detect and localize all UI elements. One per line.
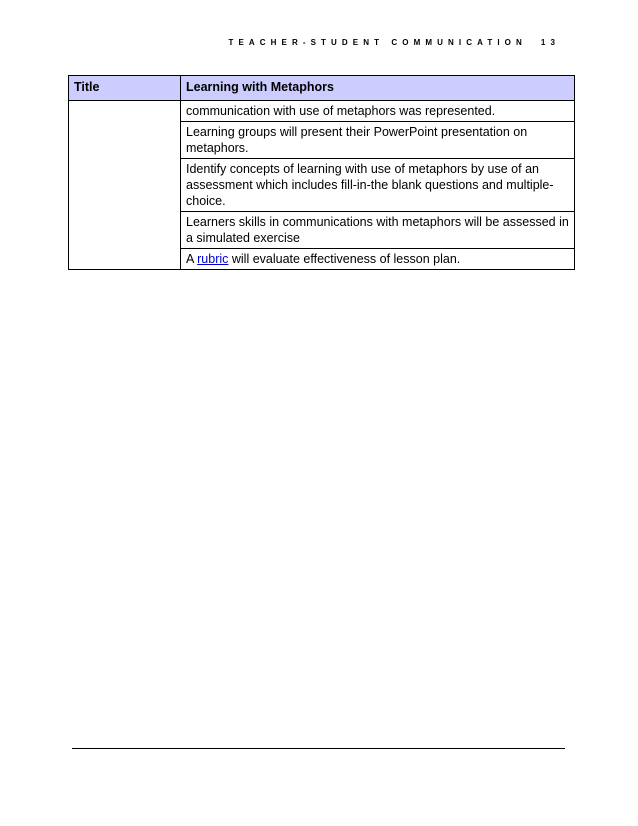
rubric-link[interactable]: rubric bbox=[197, 252, 229, 266]
running-head-title: TEACHER-STUDENT COMMUNICATION bbox=[228, 38, 527, 47]
table-cell: Learners skills in communications with metaphors will be assessed in a simulated exercise bbox=[181, 212, 575, 249]
table-cell: Identify concepts of learning with use of metaphors by use of an assessment which includes fill-in-the blank questions and multiple-choice. bbox=[181, 159, 575, 212]
rubric-prefix: A bbox=[186, 252, 198, 266]
running-head bbox=[228, 38, 560, 47]
table-cell: communication with use of metaphors was represented. bbox=[181, 101, 575, 122]
table-cell: Learning groups will present their PowerPoint presentation on metaphors. bbox=[181, 122, 575, 159]
rubric-cell bbox=[181, 249, 575, 270]
table-header-row bbox=[69, 76, 575, 101]
rubric-suffix: will evaluate effectiveness of lesson plan. bbox=[228, 252, 461, 266]
table-row bbox=[69, 101, 575, 122]
page-number: 13 bbox=[540, 38, 560, 47]
footer-divider bbox=[72, 748, 565, 749]
header-value-cell: Learning with Metaphors bbox=[181, 76, 575, 101]
empty-title-cell bbox=[69, 101, 181, 270]
lesson-plan-table bbox=[68, 75, 575, 270]
header-label-cell: Title bbox=[69, 76, 181, 101]
